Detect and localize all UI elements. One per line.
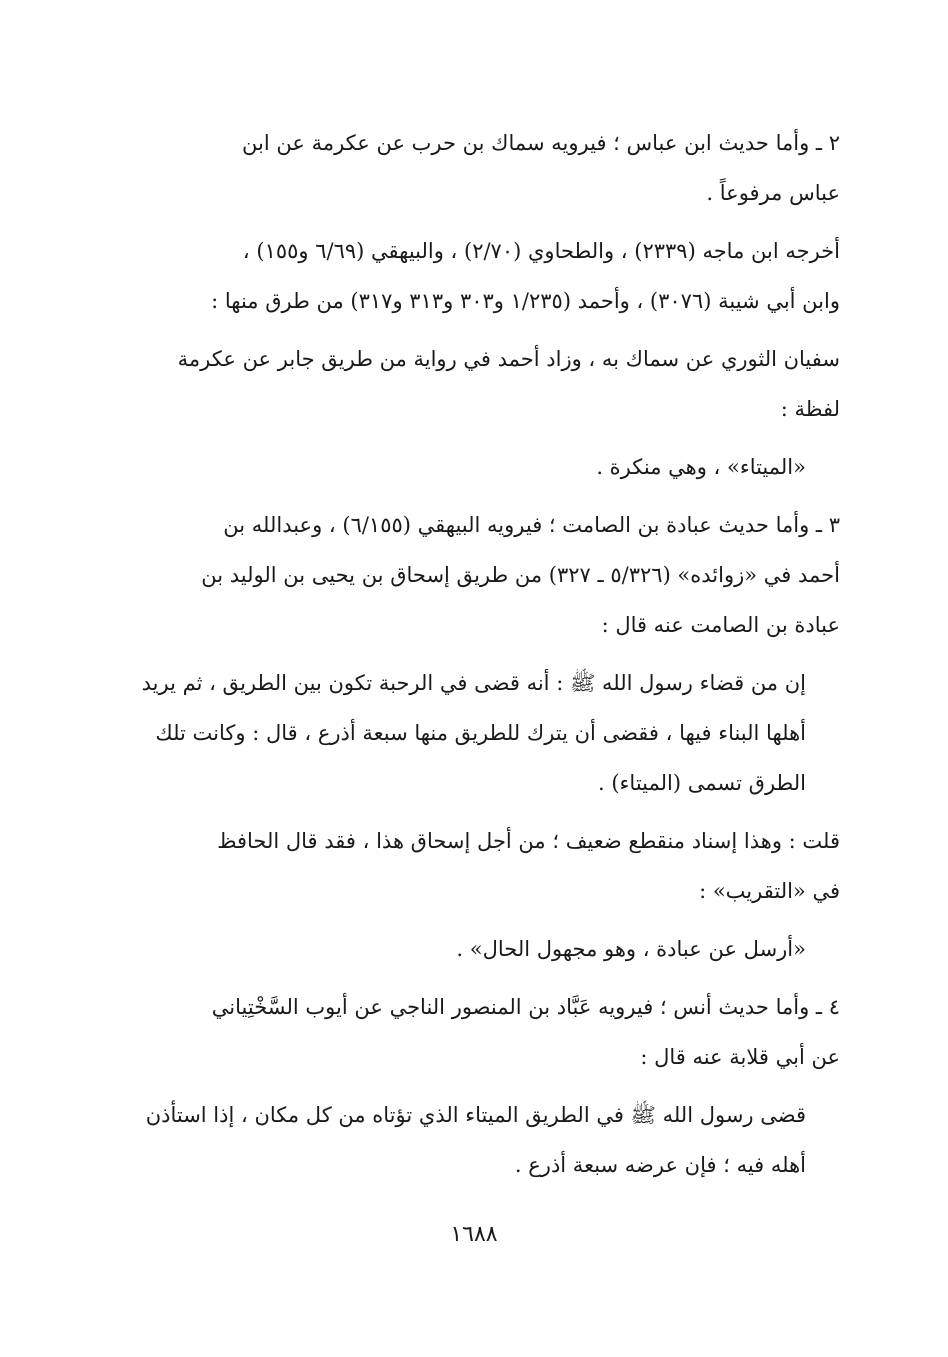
text-line: «أرسل عن عبادة ، وهو مجهول الحال» . <box>456 937 806 961</box>
text-line: وابن أبي شيبة (٣٠٧٦) ، وأحمد (١/٢٣٥ و٣٠٣ و٣١٣ و٣١٧) من طرق منها : <box>211 289 840 313</box>
text-line: «الميتاء» ، وهي منكرة . <box>596 455 806 479</box>
text-line: الطرق تسمى (الميتاء) . <box>598 771 806 795</box>
text-line: ٤ ـ وأما حديث أنس ؛ فيرويه عَبَّاد بن المنصور الناجي عن أيوب السَّخْتِياني <box>211 995 840 1019</box>
text-line: إن من قضاء رسول الله ﷺ : أنه قضى في الرحبة تكون بين الطريق ، ثم يريد <box>141 671 806 695</box>
text-line: لفظة : <box>780 397 840 421</box>
paragraph <box>100 982 840 1082</box>
text-line: عبادة بن الصامت عنه قال : <box>601 613 840 637</box>
text-line: قلت : وهذا إسناد منقطع ضعيف ؛ من أجل إسحاق هذا ، فقد قال الحافظ <box>217 829 840 853</box>
text-body <box>100 118 840 1190</box>
paragraph <box>100 816 840 916</box>
text-line: عن أبي قلابة عنه قال : <box>640 1045 840 1069</box>
text-line: أهلها البناء فيها ، فقضى أن يترك للطريق منها سبعة أذرع ، قال : وكانت تلك <box>155 721 806 745</box>
paragraph <box>100 658 840 808</box>
paragraph <box>100 500 840 650</box>
text-line: أهله فيه ؛ فإن عرضه سبعة أذرع . <box>514 1153 806 1177</box>
text-line: أخرجه ابن ماجه (٢٣٣٩) ، والطحاوي (٢/٧٠) ، والبيهقي (٦/٦٩ و١٥٥) ، <box>242 239 840 263</box>
text-line: ٣ ـ وأما حديث عبادة بن الصامت ؛ فيرويه البيهقي (٦/١٥٥) ، وعبدالله بن <box>223 513 840 537</box>
paragraph <box>100 924 840 974</box>
text-line: قضى رسول الله ﷺ في الطريق الميتاء الذي تؤتاه من كل مكان ، إذا استأذن <box>145 1103 806 1127</box>
paragraph <box>100 334 840 434</box>
page-number: ١٦٨٨ <box>450 1222 498 1247</box>
text-line: أحمد في «زوائده» (٥/٣٢٦ ـ ٣٢٧) من طريق إسحاق بن يحيى بن الوليد بن <box>201 563 840 587</box>
paragraph <box>100 442 840 492</box>
text-line: عباس مرفوعاً . <box>706 181 840 205</box>
text-line: ٢ ـ وأما حديث ابن عباس ؛ فيرويه سماك بن حرب عن عكرمة عن ابن <box>242 131 840 155</box>
paragraph <box>100 226 840 326</box>
text-line: سفيان الثوري عن سماك به ، وزاد أحمد في رواية من طريق جابر عن عكرمة <box>177 347 840 371</box>
paragraph <box>100 118 840 218</box>
text-line: في «التقريب» : <box>699 879 840 903</box>
paragraph <box>100 1090 840 1190</box>
